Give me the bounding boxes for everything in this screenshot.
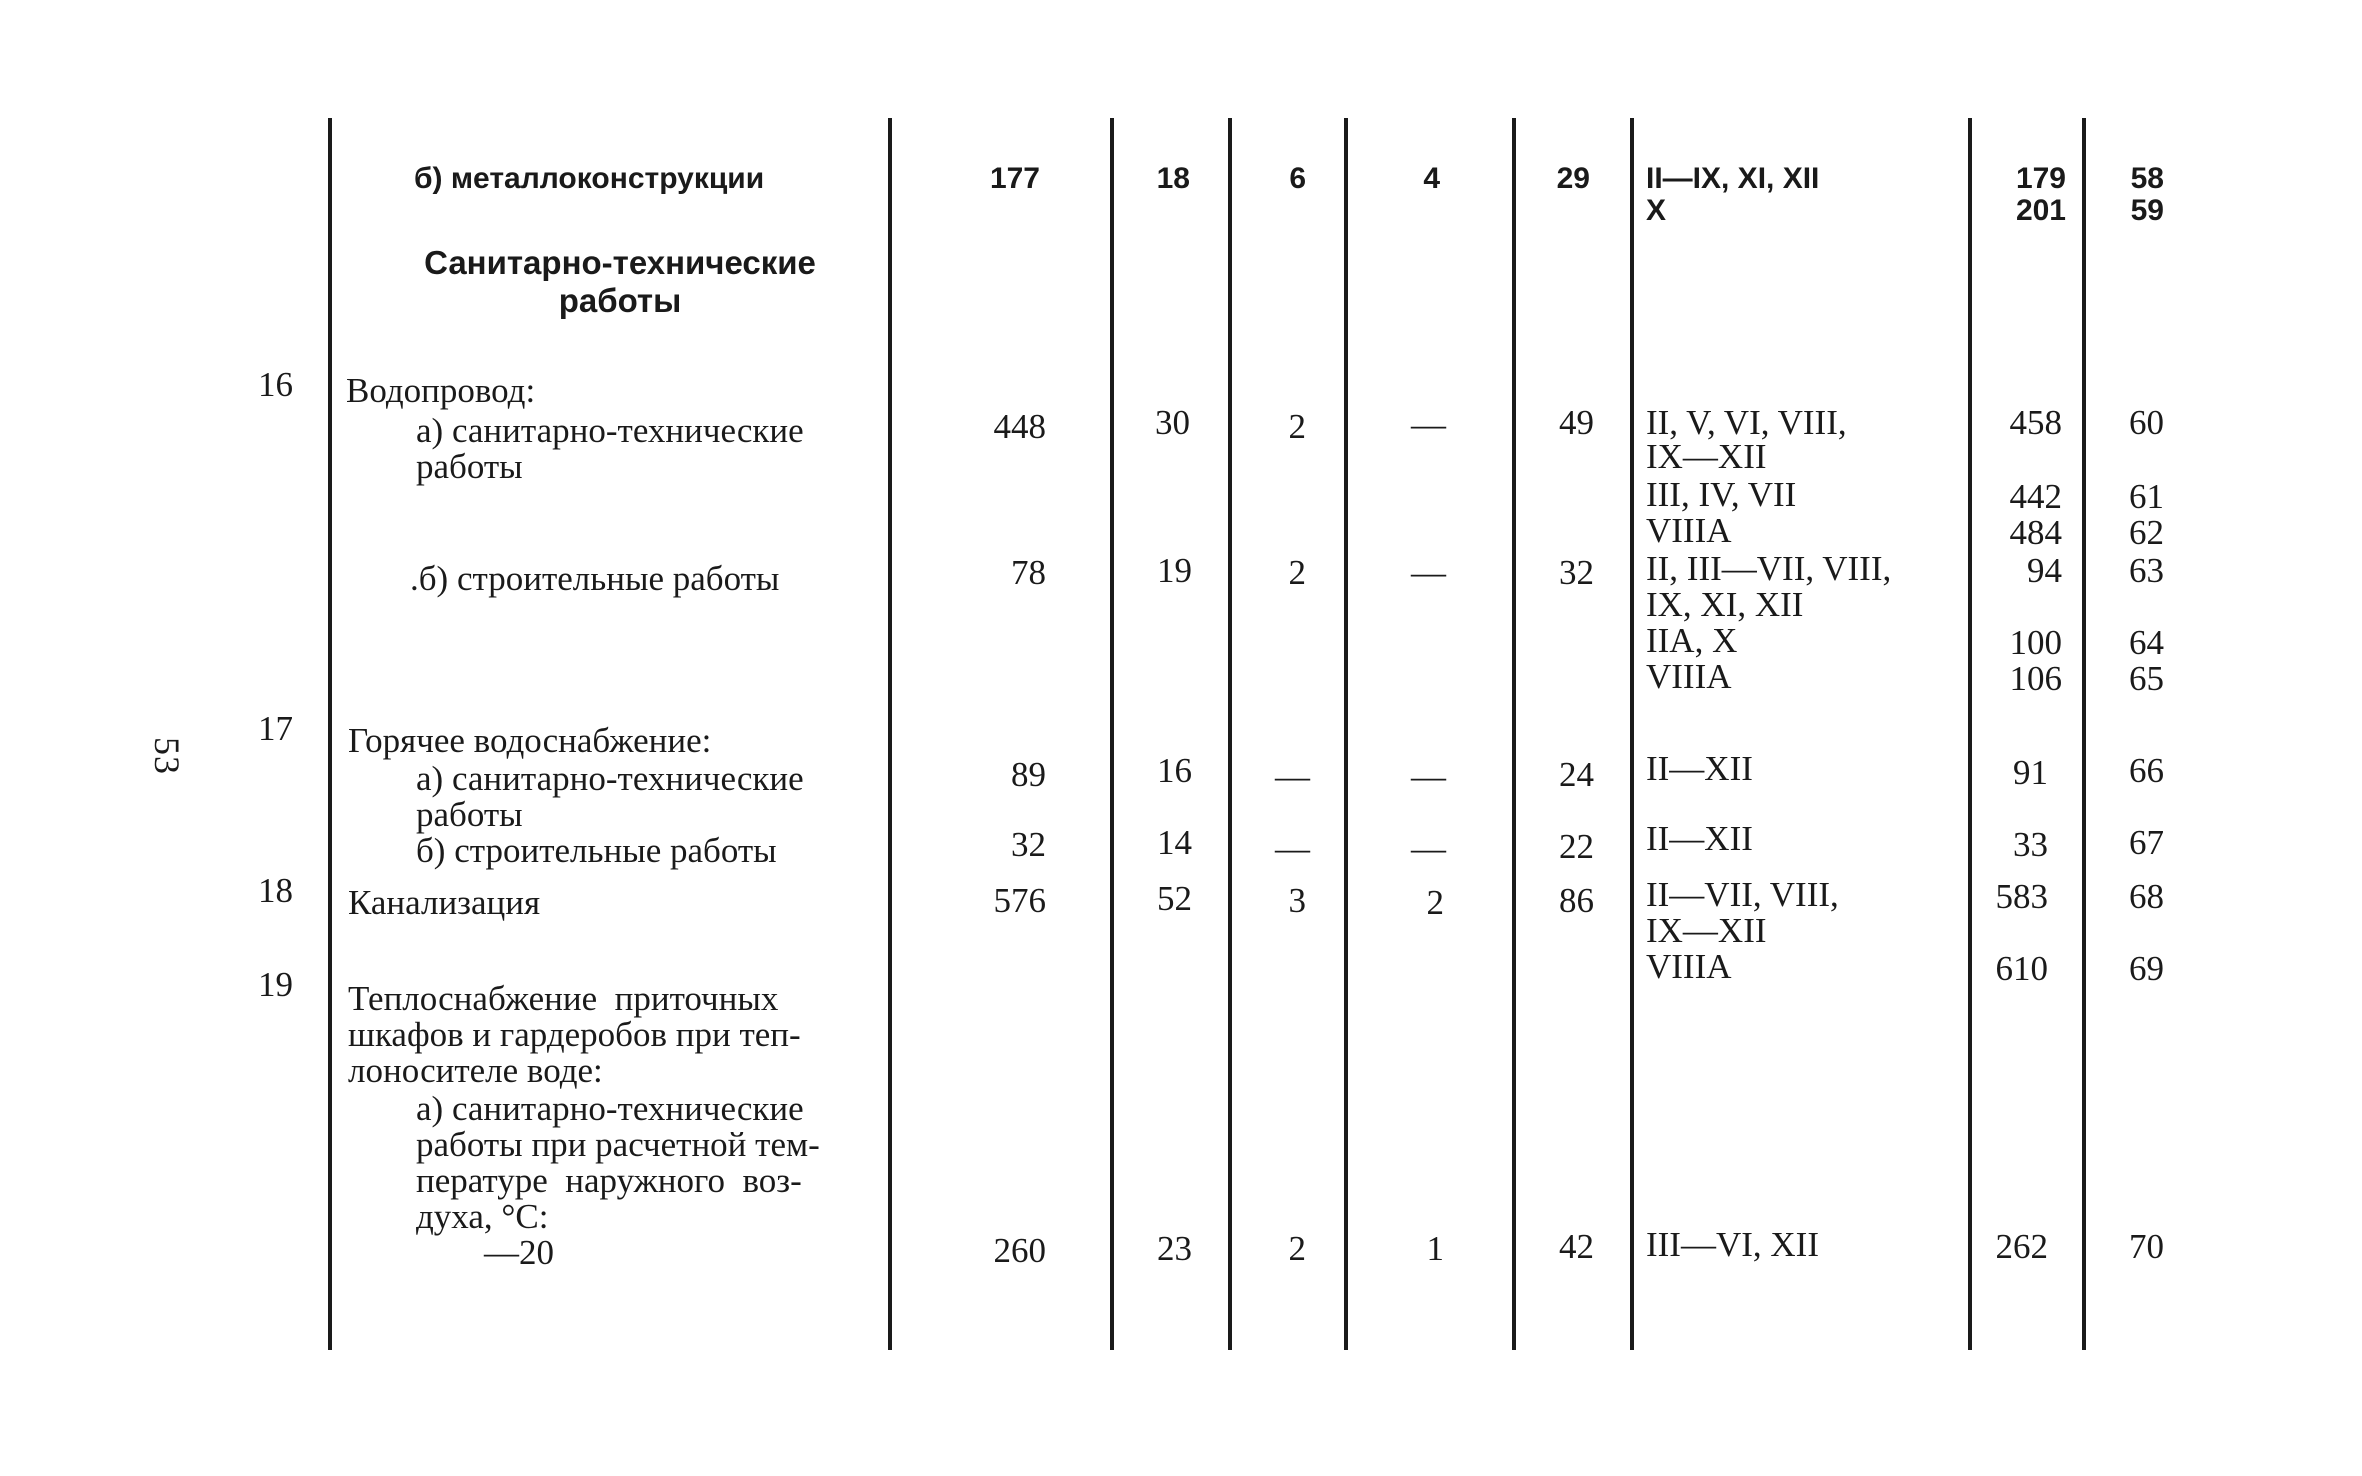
group-list: II, III—VII, VIII,	[1646, 549, 1892, 588]
table-number: 610	[1995, 949, 2048, 988]
row-label: б) строительные работы	[416, 831, 777, 870]
page-ref: 58	[2130, 162, 2164, 195]
column-rule	[1968, 118, 1972, 1350]
page-ref: 67	[2129, 823, 2164, 862]
cell-value: 22	[1559, 827, 1594, 866]
row-title: Канализация	[348, 883, 541, 922]
column-rule	[888, 118, 892, 1350]
cell-value: 16	[1157, 751, 1192, 790]
page-ref: 68	[2129, 877, 2164, 916]
cell-value: 2	[1288, 407, 1306, 446]
cell-value: 24	[1559, 755, 1594, 794]
table-number: 458	[2009, 403, 2062, 442]
cell-value: 18	[1156, 162, 1190, 195]
cell-value: —	[1411, 553, 1446, 592]
group-list: IX—XII	[1646, 437, 1767, 476]
row-title: шкафов и гардеробов при теп-	[348, 1015, 801, 1054]
page-ref: 62	[2129, 513, 2164, 552]
group-list: IX—XII	[1646, 911, 1767, 950]
cell-value: 32	[1559, 553, 1594, 592]
row-title: лоносителе воде:	[348, 1051, 603, 1090]
group-list: IIA, X	[1646, 621, 1738, 660]
cell-value: —	[1275, 829, 1310, 868]
table-number: 583	[1995, 877, 2048, 916]
row-number: 18	[258, 871, 293, 910]
group-list: VIIIA	[1646, 511, 1732, 550]
cell-value: 32	[1011, 825, 1046, 864]
row-label: духа, °C:	[416, 1197, 549, 1236]
cell-value: —	[1275, 757, 1310, 796]
row-title: Теплоснабжение приточных	[348, 979, 779, 1018]
page-ref: 65	[2129, 659, 2164, 698]
row-label: работы	[416, 795, 523, 834]
row-title: Водопровод:	[346, 371, 536, 410]
page-number: 53	[147, 737, 187, 775]
cell-value: 86	[1559, 881, 1594, 920]
table-number: 94	[2027, 551, 2062, 590]
cell-value: 2	[1288, 553, 1306, 592]
page-ref: 63	[2129, 551, 2164, 590]
cell-value: 260	[993, 1231, 1046, 1270]
table-number: 100	[2009, 623, 2062, 662]
group-list: X	[1646, 194, 1667, 227]
cell-value: 78	[1011, 553, 1046, 592]
cell-value: —	[1411, 757, 1446, 796]
group-list: VIIIA	[1646, 947, 1732, 986]
cell-value: 52	[1157, 879, 1192, 918]
row-number: 17	[258, 709, 293, 748]
page-ref: 60	[2129, 403, 2164, 442]
cell-value: 14	[1157, 823, 1192, 862]
group-list: IX, XI, XII	[1646, 585, 1804, 624]
cell-value: 2	[1288, 1229, 1306, 1268]
column-rule	[328, 118, 332, 1350]
cell-value: 49	[1559, 403, 1594, 442]
group-list: II, V, VI, VIII,	[1646, 403, 1847, 442]
cell-value: 23	[1157, 1229, 1192, 1268]
table-number: 106	[2009, 659, 2062, 698]
group-list: VIIIA	[1646, 657, 1732, 696]
column-rule	[2082, 118, 2086, 1350]
cell-value: 89	[1011, 755, 1046, 794]
cell-value: 6	[1289, 162, 1306, 195]
page-ref: 64	[2129, 623, 2164, 662]
cell-value: 30	[1155, 403, 1190, 442]
section-heading: Санитарно-технические	[424, 244, 816, 281]
page-ref: 66	[2129, 751, 2164, 790]
cell-value: 2	[1426, 883, 1444, 922]
row-label: а) санитарно-технические	[416, 759, 804, 798]
cell-value: 576	[993, 881, 1046, 920]
row-label: б) металлоконструкции	[414, 162, 765, 195]
column-rule	[1512, 118, 1516, 1350]
cell-value: 177	[989, 162, 1040, 195]
column-rule	[1344, 118, 1348, 1350]
table-number: 442	[2009, 477, 2062, 516]
table-number: 484	[2009, 513, 2062, 552]
page-ref: 61	[2129, 477, 2164, 516]
group-list: III—VI, XII	[1646, 1225, 1819, 1264]
temperature-value: —20	[484, 1233, 554, 1272]
row-label: а) санитарно-технические	[416, 411, 804, 450]
table-number: 33	[2013, 825, 2048, 864]
cell-value: —	[1411, 405, 1446, 444]
cell-value: 42	[1559, 1227, 1594, 1266]
row-number: 19	[258, 965, 293, 1004]
page-ref: 59	[2130, 194, 2164, 227]
column-rule	[1110, 118, 1114, 1350]
row-number: 16	[258, 365, 293, 404]
cell-value: 29	[1556, 162, 1590, 195]
group-list: III, IV, VII	[1646, 475, 1797, 514]
row-label: работы при расчетной тем-	[416, 1125, 820, 1164]
page-ref: 70	[2129, 1227, 2164, 1266]
page-ref: 69	[2129, 949, 2164, 988]
cell-value: 3	[1288, 881, 1306, 920]
row-label: .б) строительные работы	[410, 559, 780, 598]
cell-value: 19	[1157, 551, 1192, 590]
row-title: Горячее водоснабжение:	[348, 721, 712, 760]
group-list: II—XII	[1646, 819, 1753, 858]
group-list: II—VII, VIII,	[1646, 875, 1839, 914]
table-number: 262	[1995, 1227, 2048, 1266]
section-heading: работы	[558, 282, 682, 319]
table-number: 201	[2015, 194, 2066, 227]
column-rule	[1630, 118, 1634, 1350]
row-label: пературе наружного воз-	[416, 1161, 802, 1200]
row-label: работы	[416, 447, 523, 486]
cell-value: 448	[993, 407, 1046, 446]
cell-value: —	[1411, 829, 1446, 868]
group-list: II—XII	[1646, 749, 1753, 788]
column-rule	[1228, 118, 1232, 1350]
group-list: II—IX, XI, XII	[1646, 162, 1820, 195]
table-number: 91	[2013, 753, 2048, 792]
table-number: 179	[2015, 162, 2066, 195]
cell-value: 4	[1423, 162, 1440, 195]
row-label: а) санитарно-технические	[416, 1089, 804, 1128]
cell-value: 1	[1426, 1229, 1444, 1268]
